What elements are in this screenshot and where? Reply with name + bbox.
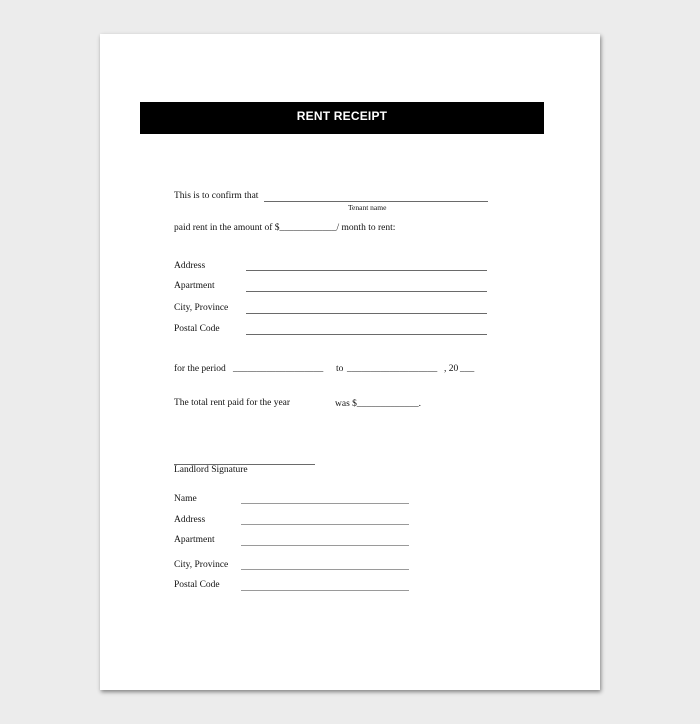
landlord-apartment-line[interactable]	[241, 545, 409, 546]
tenant-name-caption: Tenant name	[348, 203, 387, 212]
landlord-name-label: Name	[174, 494, 197, 504]
amount-prefix: paid rent in the amount of $	[174, 223, 280, 233]
landlord-address-line[interactable]	[241, 524, 409, 525]
address-label: Address	[174, 261, 206, 271]
tenant-name-line[interactable]	[264, 201, 488, 202]
postal-code-label: Postal Code	[174, 324, 220, 334]
landlord-city-province-label: City, Province	[174, 560, 229, 570]
apartment-line[interactable]	[246, 291, 487, 292]
period-from-blank[interactable]: ___________________	[233, 364, 324, 374]
landlord-apartment-label: Apartment	[174, 535, 215, 545]
amount-blank[interactable]: ____________	[279, 223, 337, 233]
address-line[interactable]	[246, 270, 487, 271]
landlord-postal-code-line[interactable]	[241, 590, 409, 591]
period-label: for the period	[174, 364, 226, 374]
amount-label	[174, 224, 395, 234]
receipt-page	[100, 34, 600, 690]
city-province-line[interactable]	[246, 313, 487, 314]
landlord-city-province-line[interactable]	[241, 569, 409, 570]
confirm-label: This is to confirm that	[174, 191, 259, 201]
city-province-label: City, Province	[174, 303, 229, 313]
postal-code-line[interactable]	[246, 334, 487, 335]
period-to-label: to	[336, 364, 344, 374]
total-was	[335, 400, 421, 410]
landlord-address-label: Address	[174, 515, 206, 525]
landlord-signature-label: Landlord Signature	[174, 465, 248, 475]
total-end: .	[418, 399, 422, 409]
receipt-title: RENT RECEIPT	[140, 102, 544, 134]
period-to-blank[interactable]: ___________________	[347, 364, 438, 374]
total-label: The total rent paid for the year	[174, 398, 291, 408]
landlord-postal-code-label: Postal Code	[174, 580, 220, 590]
total-was-text: was $	[335, 399, 357, 409]
period-year-prefix: , 20	[444, 364, 459, 374]
period-year-blank[interactable]: ___	[460, 364, 475, 374]
apartment-label: Apartment	[174, 281, 215, 291]
total-amount-blank[interactable]: _____________	[356, 399, 419, 409]
amount-suffix: / month to rent:	[336, 223, 396, 233]
landlord-name-line[interactable]	[241, 503, 409, 504]
